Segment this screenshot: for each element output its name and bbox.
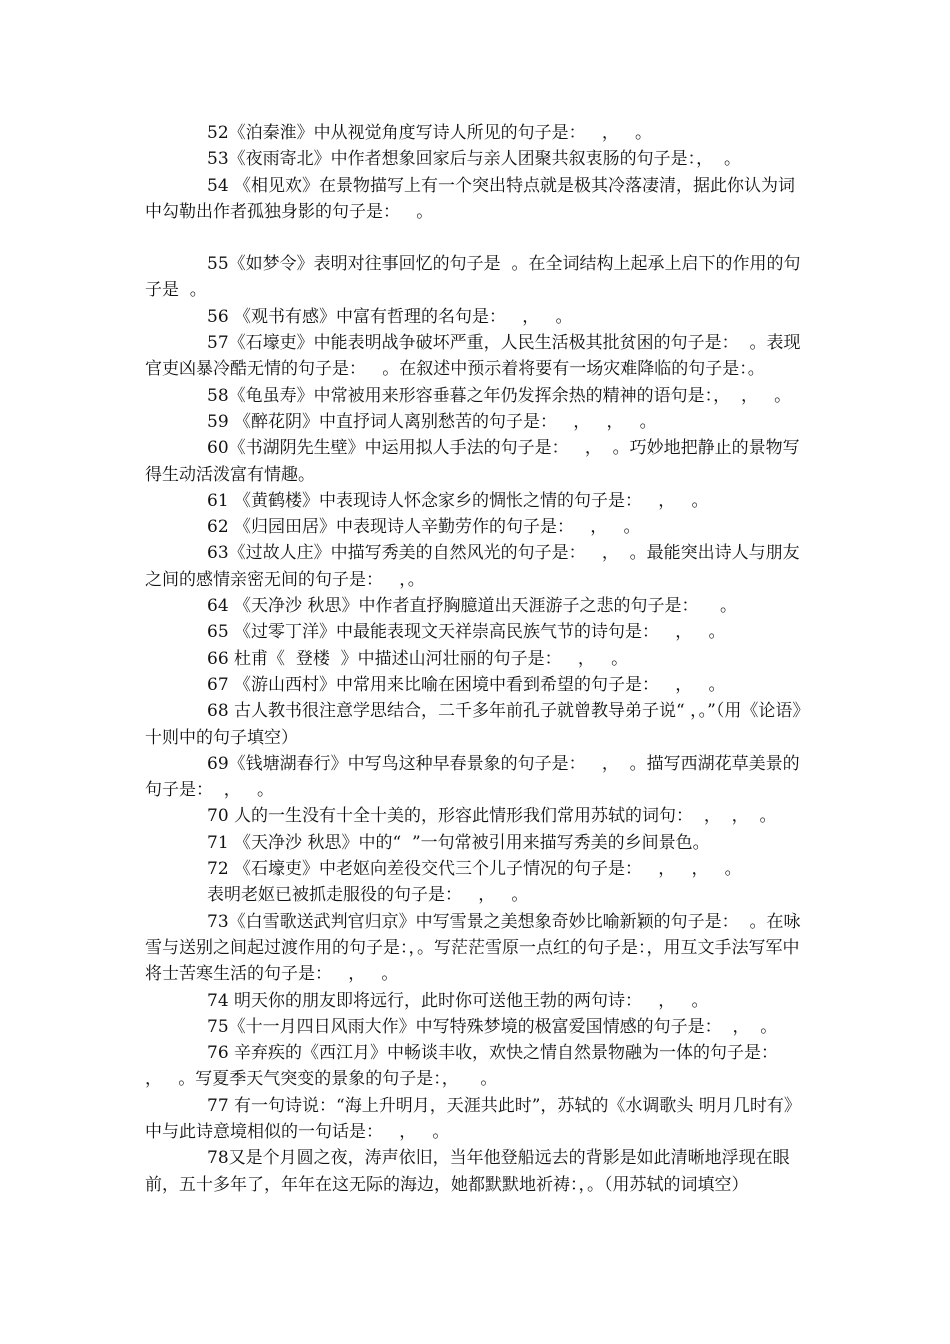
question-68: 68 古人教书很注意学思结合，二千多年前孔子就曾教导弟子说“ ，。”（用《论语》十则中的句子填空） bbox=[145, 701, 801, 748]
question-67: 67 《游山西村》中常用来比喻在困境中看到希望的句子是： ， 。 bbox=[207, 674, 726, 695]
question-74: 74 明天你的朋友即将远行，此时你可送他王勃的两句诗： ， 。 bbox=[207, 990, 709, 1011]
question-64: 64 《天净沙 秋思》中作者直抒胸臆道出天涯游子之悲的句子是： 。 bbox=[207, 596, 738, 617]
question-62: 62 《归园田居》中表现诗人辛勤劳作的句子是： ， 。 bbox=[207, 517, 641, 538]
question-54: 54 《相见欢》在景物描写上有一个突出特点就是极其冷落凄清，据此你认为词中勾勒出作者孤独身影的句子是： 。 bbox=[145, 175, 796, 222]
question-65: 65 《过零丁洋》中最能表现文天祥崇高民族气节的诗句是： ， 。 bbox=[207, 622, 726, 643]
question-66: 66 杜甫《 登楼 》中描述山河壮丽的句子是： ， 。 bbox=[207, 648, 629, 669]
blank-line bbox=[145, 225, 805, 251]
question-57: 57《石壕吏》中能表明战争破坏严重，人民生活极其批贫困的句子是： 。表现官吏凶暴冷酷无情的句子是： 。在叙述中预示着将要有一场灾难降临的句子是：。 bbox=[145, 333, 801, 380]
question-52: 52《泊秦淮》中从视觉角度写诗人所见的句子是： ， 。 bbox=[207, 123, 653, 143]
question-59: 59 《醉花阴》中直抒词人离别愁苦的句子是： ， ， 。 bbox=[207, 411, 657, 432]
question-69: 69《钱塘湖春行》中写鸟这种早春景象的句子是： ， 。描写西湖花草美景的句子是： ， 。 bbox=[145, 753, 800, 801]
question-61: 61 《黄鹤楼》中表现诗人怀念家乡的惆怅之情的句子是： ， 。 bbox=[207, 490, 709, 511]
question-75: 75《十一月四日风雨大作》中写特殊梦境的极富爱国情感的句子是： ， 。 bbox=[207, 1016, 778, 1037]
question-76: 76 辛弃疾的《西江月》中畅谈丰收，欢快之情自然景物融为一体的句子是： ， 。写夏季天气突变的景象的句子是：， 。 bbox=[145, 1043, 789, 1090]
question-78: 78又是个月圆之夜，涛声依旧，当年他登船远去的背影是如此清晰地浮现在眼前，五十多年了，年年在这无际的海边，她都默默地祈祷：，。（用苏轼的词填空） bbox=[145, 1148, 790, 1195]
question-71: 71 《天净沙 秋思》中的“ ”一句常被引用来描写秀美的乡间景色。 bbox=[207, 832, 710, 853]
question-56: 56 《观书有感》中富有哲理的名句是： ， 。 bbox=[207, 306, 573, 327]
question-list bbox=[145, 120, 805, 1198]
question-73: 73《白雪歌送武判官归京》中写雪景之美想象奇妙比喻新颖的句子是： 。在咏雪与送别之间起过渡作用的句子是：，。写茫茫雪原一点红的句子是：，用互文手法写军中将士苦寒生活的句子是： ， 。 bbox=[145, 911, 801, 985]
question-70: 70 人的一生没有十全十美的，形容此情形我们常用苏轼的词句： ， ， 。 bbox=[207, 806, 777, 827]
question-63: 63《过故人庄》中描写秀美的自然风光的句子是： ， 。最能突出诗人与朋友之间的感情亲密无间的句子是： ，。 bbox=[145, 543, 800, 590]
question-53: 53《夜雨寄北》中作者想象回家后与亲人团聚共叙衷肠的句子是：， 。 bbox=[207, 149, 741, 170]
question-55: 55《如梦令》表明对往事回忆的句子是 。在全词结构上起承上启下的作用的句子是 。 bbox=[145, 254, 801, 301]
question-72: 72 《石壕吏》中老妪向差役交代三个儿子情况的句子是： ， ， 。 bbox=[207, 859, 742, 880]
question-77: 77 有一句诗说：“海上升明月，天涯共此时”，苏轼的《水调歌头 明月几时有》中与此诗意境相似的一句话是： ， 。 bbox=[145, 1095, 801, 1142]
question-58: 58《龟虽寿》中常被用来形容垂暮之年仍发挥余热的精神的语句是：， ， 。 bbox=[207, 385, 792, 406]
question-72-continued: 表明老妪已被抓走服役的句子是： ， 。 bbox=[207, 885, 529, 906]
question-60: 60《书湖阴先生壁》中运用拟人手法的句子是： ， 。巧妙地把静止的景物写得生动活泼富有情趣。 bbox=[145, 438, 800, 485]
